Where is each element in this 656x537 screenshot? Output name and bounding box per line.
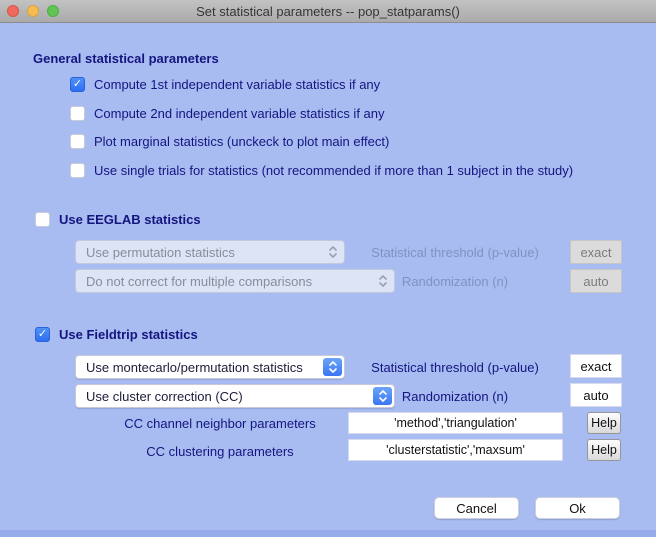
eeglab-randomization-field: auto [570,269,622,293]
checkbox-row-use-fieldtrip-stats[interactable] [35,326,198,343]
cc-neighbor-params-label: CC channel neighbor parameters [124,416,316,431]
cc-neighbor-help-button[interactable]: Help [587,412,621,434]
checkbox-label: Plot marginal statistics (unckeck to plot main effect) [94,134,390,149]
randomization-label-disabled: Randomization (n) [401,274,509,289]
cc-clustering-help-button[interactable]: Help [587,439,621,461]
checkbox[interactable] [35,212,50,227]
checkbox-row-use-eeglab-stats[interactable] [35,211,201,228]
checkbox[interactable] [70,106,85,121]
checkmark-icon: ✓ [37,328,48,340]
checkbox-label: Use single trials for statistics (not recommended if more than 1 subject in the study) [94,163,574,178]
checkmark-icon: ✓ [72,78,83,90]
up-down-chevrons-icon [323,358,342,376]
fieldtrip-stat-method-dropdown[interactable] [75,355,345,379]
section-label: Use Fieldtrip statistics [59,327,198,342]
checkbox-row-compute-2nd-iv[interactable] [70,105,385,122]
checkbox-row-single-trials[interactable] [70,162,573,179]
cc-clustering-params-input[interactable]: 'clusterstatistic','maxsum' [348,439,563,461]
window-title: Set statistical parameters -- pop_statparams() [196,3,460,19]
fieldtrip-pvalue-field[interactable]: exact [570,354,622,378]
cc-clustering-params-label: CC clustering parameters [146,444,294,459]
fieldtrip-randomization-field[interactable]: auto [570,383,622,407]
dropdown-value: Use montecarlo/permutation statistics [86,359,303,375]
stat-threshold-label: Statistical threshold (p-value) [371,360,539,375]
minimize-window-icon[interactable] [27,5,39,17]
general-parameters-heading: General statistical parameters [33,51,219,66]
checkbox[interactable] [70,77,85,92]
section-label: Use EEGLAB statistics [59,212,201,227]
dropdown-value: Use cluster correction (CC) [86,388,243,404]
cc-neighbor-params-input[interactable]: 'method','triangulation' [348,412,563,434]
eeglab-pvalue-field: exact [570,240,622,264]
close-window-icon[interactable] [7,5,19,17]
checkbox[interactable] [35,327,50,342]
checkbox-label: Compute 1st independent variable statistics if any [94,77,381,92]
ok-button[interactable]: Ok [535,497,620,519]
dropdown-value: Use permutation statistics [86,244,235,260]
checkbox[interactable] [70,134,85,149]
zoom-window-icon[interactable] [47,5,59,17]
eeglab-stat-method-dropdown [75,240,345,264]
cancel-button[interactable]: Cancel [434,497,519,519]
checkbox[interactable] [70,163,85,178]
checkbox-row-plot-marginal[interactable] [70,133,389,150]
fieldtrip-mcorrect-dropdown[interactable] [75,384,395,408]
up-down-chevrons-icon [323,243,342,261]
title-bar [0,0,656,23]
stat-threshold-label-disabled: Statistical threshold (p-value) [371,245,539,260]
checkbox-row-compute-1st-iv[interactable] [70,76,380,93]
window-bottom-edge [0,530,656,537]
eeglab-mcorrect-dropdown [75,269,395,293]
checkbox-label: Compute 2nd independent variable statistics if any [94,106,385,121]
randomization-label: Randomization (n) [401,389,509,404]
dropdown-value: Do not correct for multiple comparisons [86,273,313,289]
